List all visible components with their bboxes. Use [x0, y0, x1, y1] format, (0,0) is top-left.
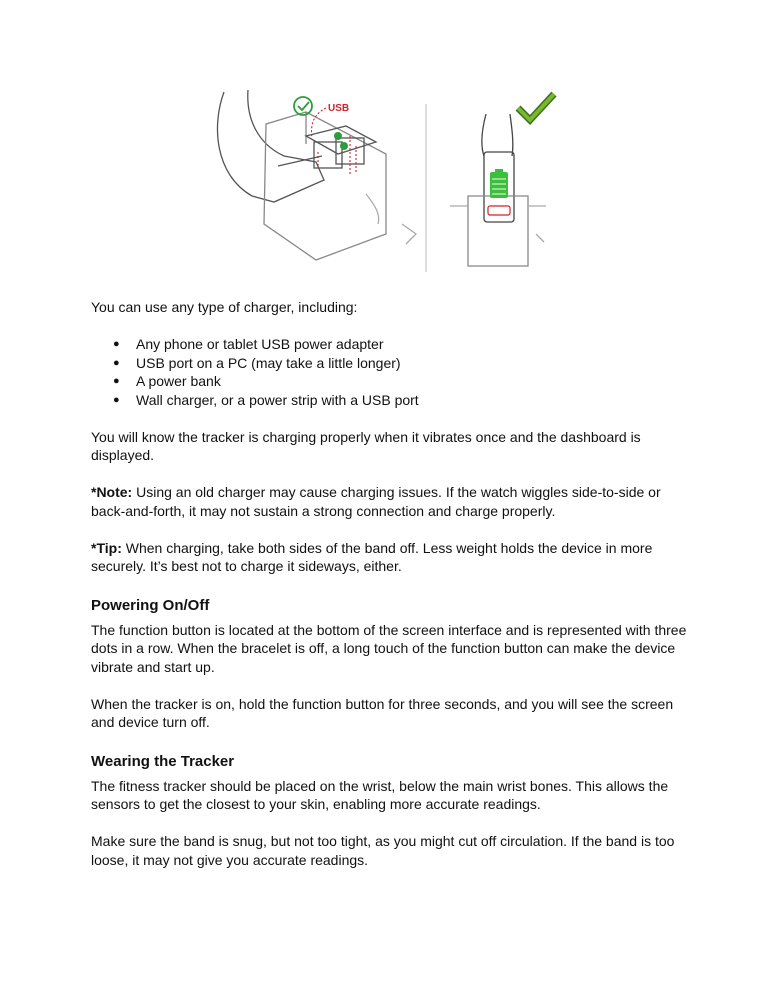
tip-paragraph: [91, 539, 691, 576]
list-item: ● USB port on a PC (may take a little longer): [91, 354, 691, 373]
document-body: [91, 298, 691, 869]
charging-illustration-svg: [206, 84, 558, 276]
charger-types-list: [91, 335, 691, 409]
usb-adapter-drawing: [217, 90, 426, 272]
powering-heading: Powering On/Off: [91, 596, 210, 614]
charging-confirm-text: You will know the tracker is charging properly when it vibrates once and the dashboard is displayed.: [91, 428, 641, 463]
battery-full-icon: [490, 169, 508, 198]
powering-paragraph-1: The function button is located at the bottom of the screen interface and is represented with three dots in a row. When the bracelet is off, a long touch of the function button can make the device vibrate and start up.: [91, 621, 687, 675]
list-item: ● A power bank: [91, 372, 691, 391]
charging-illustration: [206, 84, 558, 276]
wearing-paragraph-2: Make sure the band is snug, but not too tight, as you might cut off circulation. If the band is too loose, it may not give you accurate readings.: [91, 833, 675, 868]
note-paragraph: [91, 483, 691, 520]
list-item: ● Wall charger, or a power strip with a USB port: [91, 391, 691, 410]
wearing-paragraph-1: The fitness tracker should be placed on the wrist, below the main wrist bones. This allows the sensors to get the closest to your skin, enabling more accurate readings.: [91, 777, 669, 812]
charge-port-indicator: [488, 206, 510, 215]
large-check-icon: [518, 94, 554, 120]
note-label: *Note:: [91, 484, 133, 500]
list-item: ● Any phone or tablet USB power adapter: [91, 335, 691, 354]
intro-text: You can use any type of charger, including:: [91, 299, 358, 315]
usb-label: USB: [328, 103, 350, 114]
note-text: Using an old charger may cause charging issues. If the watch wiggles side-to-side or back-and-forth, it may not sustain a strong connection and charge properly.: [91, 484, 661, 519]
tip-label: *Tip:: [91, 539, 122, 556]
wearing-heading: Wearing the Tracker: [91, 752, 235, 770]
powering-paragraph-2: When the tracker is on, hold the function button for three seconds, and you will see the screen and device turn off.: [91, 695, 674, 730]
tip-text: When charging, take both sides of the band off. Less weight holds the device in more securely. It’s best not to charge it sideways, either.: [91, 539, 653, 574]
